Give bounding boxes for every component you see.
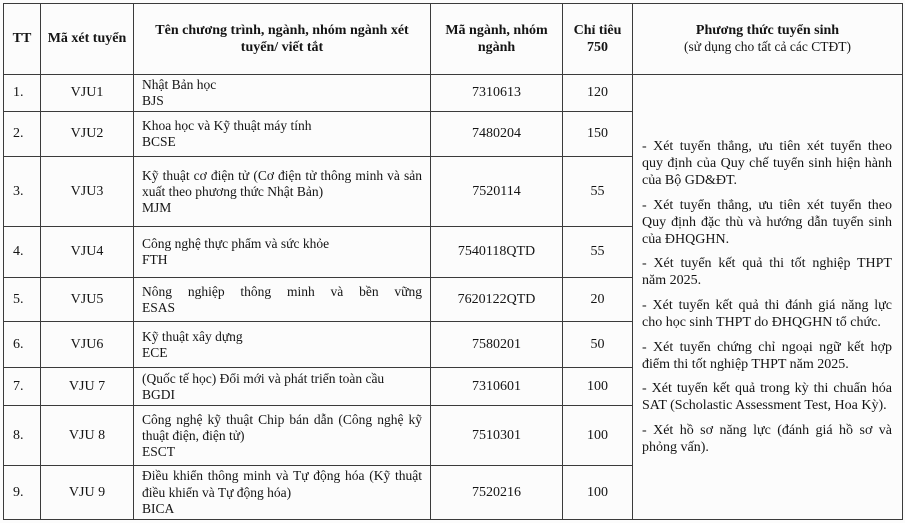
program-name: Công nghệ kỹ thuật Chip bán dẫn (Công nghệ kỹ thuật điện, điện tử) — [142, 411, 422, 443]
major-code: 7310601 — [431, 368, 563, 406]
table-header-row — [4, 4, 903, 75]
quota: 100 — [563, 368, 633, 406]
header-phuong-thuc — [633, 4, 903, 75]
table-row — [4, 75, 903, 112]
program-name-cell — [134, 157, 431, 227]
row-number: 6. — [4, 322, 41, 368]
quota: 55 — [563, 227, 633, 278]
quota: 20 — [563, 278, 633, 322]
row-number: 9. — [4, 466, 41, 520]
admission-code: VJU 7 — [41, 368, 134, 406]
header-ma-xet-tuyen: Mã xét tuyển — [41, 4, 134, 75]
major-code: 7310613 — [431, 75, 563, 112]
program-abbr: ESAS — [142, 299, 176, 315]
major-code: 7510301 — [431, 406, 563, 466]
admission-methods-cell — [633, 75, 903, 520]
admission-method: - Xét tuyển kết quả thi tốt nghiệp THPT năm 2025. — [642, 256, 892, 289]
admissions-table — [3, 3, 903, 520]
program-name: Kỹ thuật xây dựng — [142, 328, 243, 344]
row-number: 8. — [4, 406, 41, 466]
row-number: 7. — [4, 368, 41, 406]
program-name: (Quốc tế học) Đổi mới và phát triển toàn cầu — [142, 370, 385, 386]
program-name: Nông nghiệp thông minh và bền vững — [142, 283, 422, 299]
admission-code: VJU 9 — [41, 466, 134, 520]
header-chi-tieu: Chỉ tiêu 750 — [563, 4, 633, 75]
admission-method: - Xét tuyển kết quả trong kỳ thi chuẩn hóa SAT (Scholastic Assessment Test, Hoa Kỳ). — [642, 381, 892, 414]
admission-method: - Xét tuyển thẳng, ưu tiên xét tuyển theo quy định của Quy chế tuyển sinh hiện hành của Bộ GD&ĐT. — [642, 138, 892, 188]
program-name-cell — [134, 227, 431, 278]
program-abbr: BICA — [142, 500, 175, 516]
program-abbr: FTH — [142, 252, 168, 268]
header-ma-nganh: Mã ngành, nhóm ngành — [431, 4, 563, 75]
program-name-cell — [134, 112, 431, 157]
program-name: Kỹ thuật cơ điện tử (Cơ điện tử thông minh và sản xuất theo phương thức Nhật Bản) — [142, 167, 422, 199]
row-number: 2. — [4, 112, 41, 157]
quota: 50 — [563, 322, 633, 368]
admission-code: VJU3 — [41, 157, 134, 227]
program-name: Công nghệ thực phẩm và sức khỏe — [142, 236, 330, 252]
major-code: 7620122QTD — [431, 278, 563, 322]
major-code: 7520114 — [431, 157, 563, 227]
header-tt: TT — [4, 4, 41, 75]
row-number: 5. — [4, 278, 41, 322]
admission-method: - Xét tuyển chứng chỉ ngoại ngữ kết hợp điểm thi tốt nghiệp THPT năm 2025. — [642, 339, 892, 372]
program-name: Nhật Bản học — [142, 77, 217, 92]
admission-code: VJU2 — [41, 112, 134, 157]
program-abbr: ESCT — [142, 443, 176, 459]
admission-code: VJU1 — [41, 75, 134, 112]
quota: 150 — [563, 112, 633, 157]
program-name-cell — [134, 406, 431, 466]
admission-code: VJU6 — [41, 322, 134, 368]
program-name-cell — [134, 75, 431, 112]
program-abbr: MJM — [142, 199, 172, 215]
major-code: 7480204 — [431, 112, 563, 157]
quota: 120 — [563, 75, 633, 112]
header-phuong-thuc-title: Phương thức tuyển sinh — [695, 22, 840, 38]
program-name-cell — [134, 368, 431, 406]
row-number: 4. — [4, 227, 41, 278]
admission-method: - Xét hồ sơ năng lực (đánh giá hồ sơ và phỏng vấn). — [642, 422, 892, 456]
row-number: 3. — [4, 157, 41, 227]
quota: 100 — [563, 406, 633, 466]
admission-method: - Xét tuyển thẳng, ưu tiên xét tuyển theo Quy định đặc thù và hướng dẫn tuyển sinh của ĐHQGHN. — [642, 197, 892, 247]
program-name-cell — [134, 322, 431, 368]
quota: 55 — [563, 157, 633, 227]
major-code: 7540118QTD — [431, 227, 563, 278]
row-number: 1. — [4, 75, 41, 112]
program-abbr: ECE — [142, 344, 168, 360]
program-abbr: BGDI — [142, 386, 175, 402]
program-abbr: BCSE — [142, 134, 176, 150]
header-phuong-thuc-subtitle: (sử dụng cho tất cả các CTĐT) — [683, 39, 851, 55]
quota: 100 — [563, 466, 633, 520]
program-name: Điều khiển thông minh và Tự động hóa (Kỹ thuật điều khiển và Tự động hóa) — [142, 468, 422, 500]
program-name-cell — [134, 466, 431, 520]
header-ten-chuong-trinh: Tên chương trình, ngành, nhóm ngành xét tuyển/ viết tắt — [134, 4, 431, 75]
program-name: Khoa học và Kỹ thuật máy tính — [142, 118, 312, 134]
major-code: 7580201 — [431, 322, 563, 368]
admission-code: VJU5 — [41, 278, 134, 322]
admission-code: VJU4 — [41, 227, 134, 278]
program-abbr: BJS — [142, 93, 164, 109]
admission-code: VJU 8 — [41, 406, 134, 466]
admission-method: - Xét tuyển kết quả thi đánh giá năng lực cho học sinh THPT do ĐHQGHN tổ chức. — [642, 297, 892, 331]
major-code: 7520216 — [431, 466, 563, 520]
program-name-cell — [134, 278, 431, 322]
